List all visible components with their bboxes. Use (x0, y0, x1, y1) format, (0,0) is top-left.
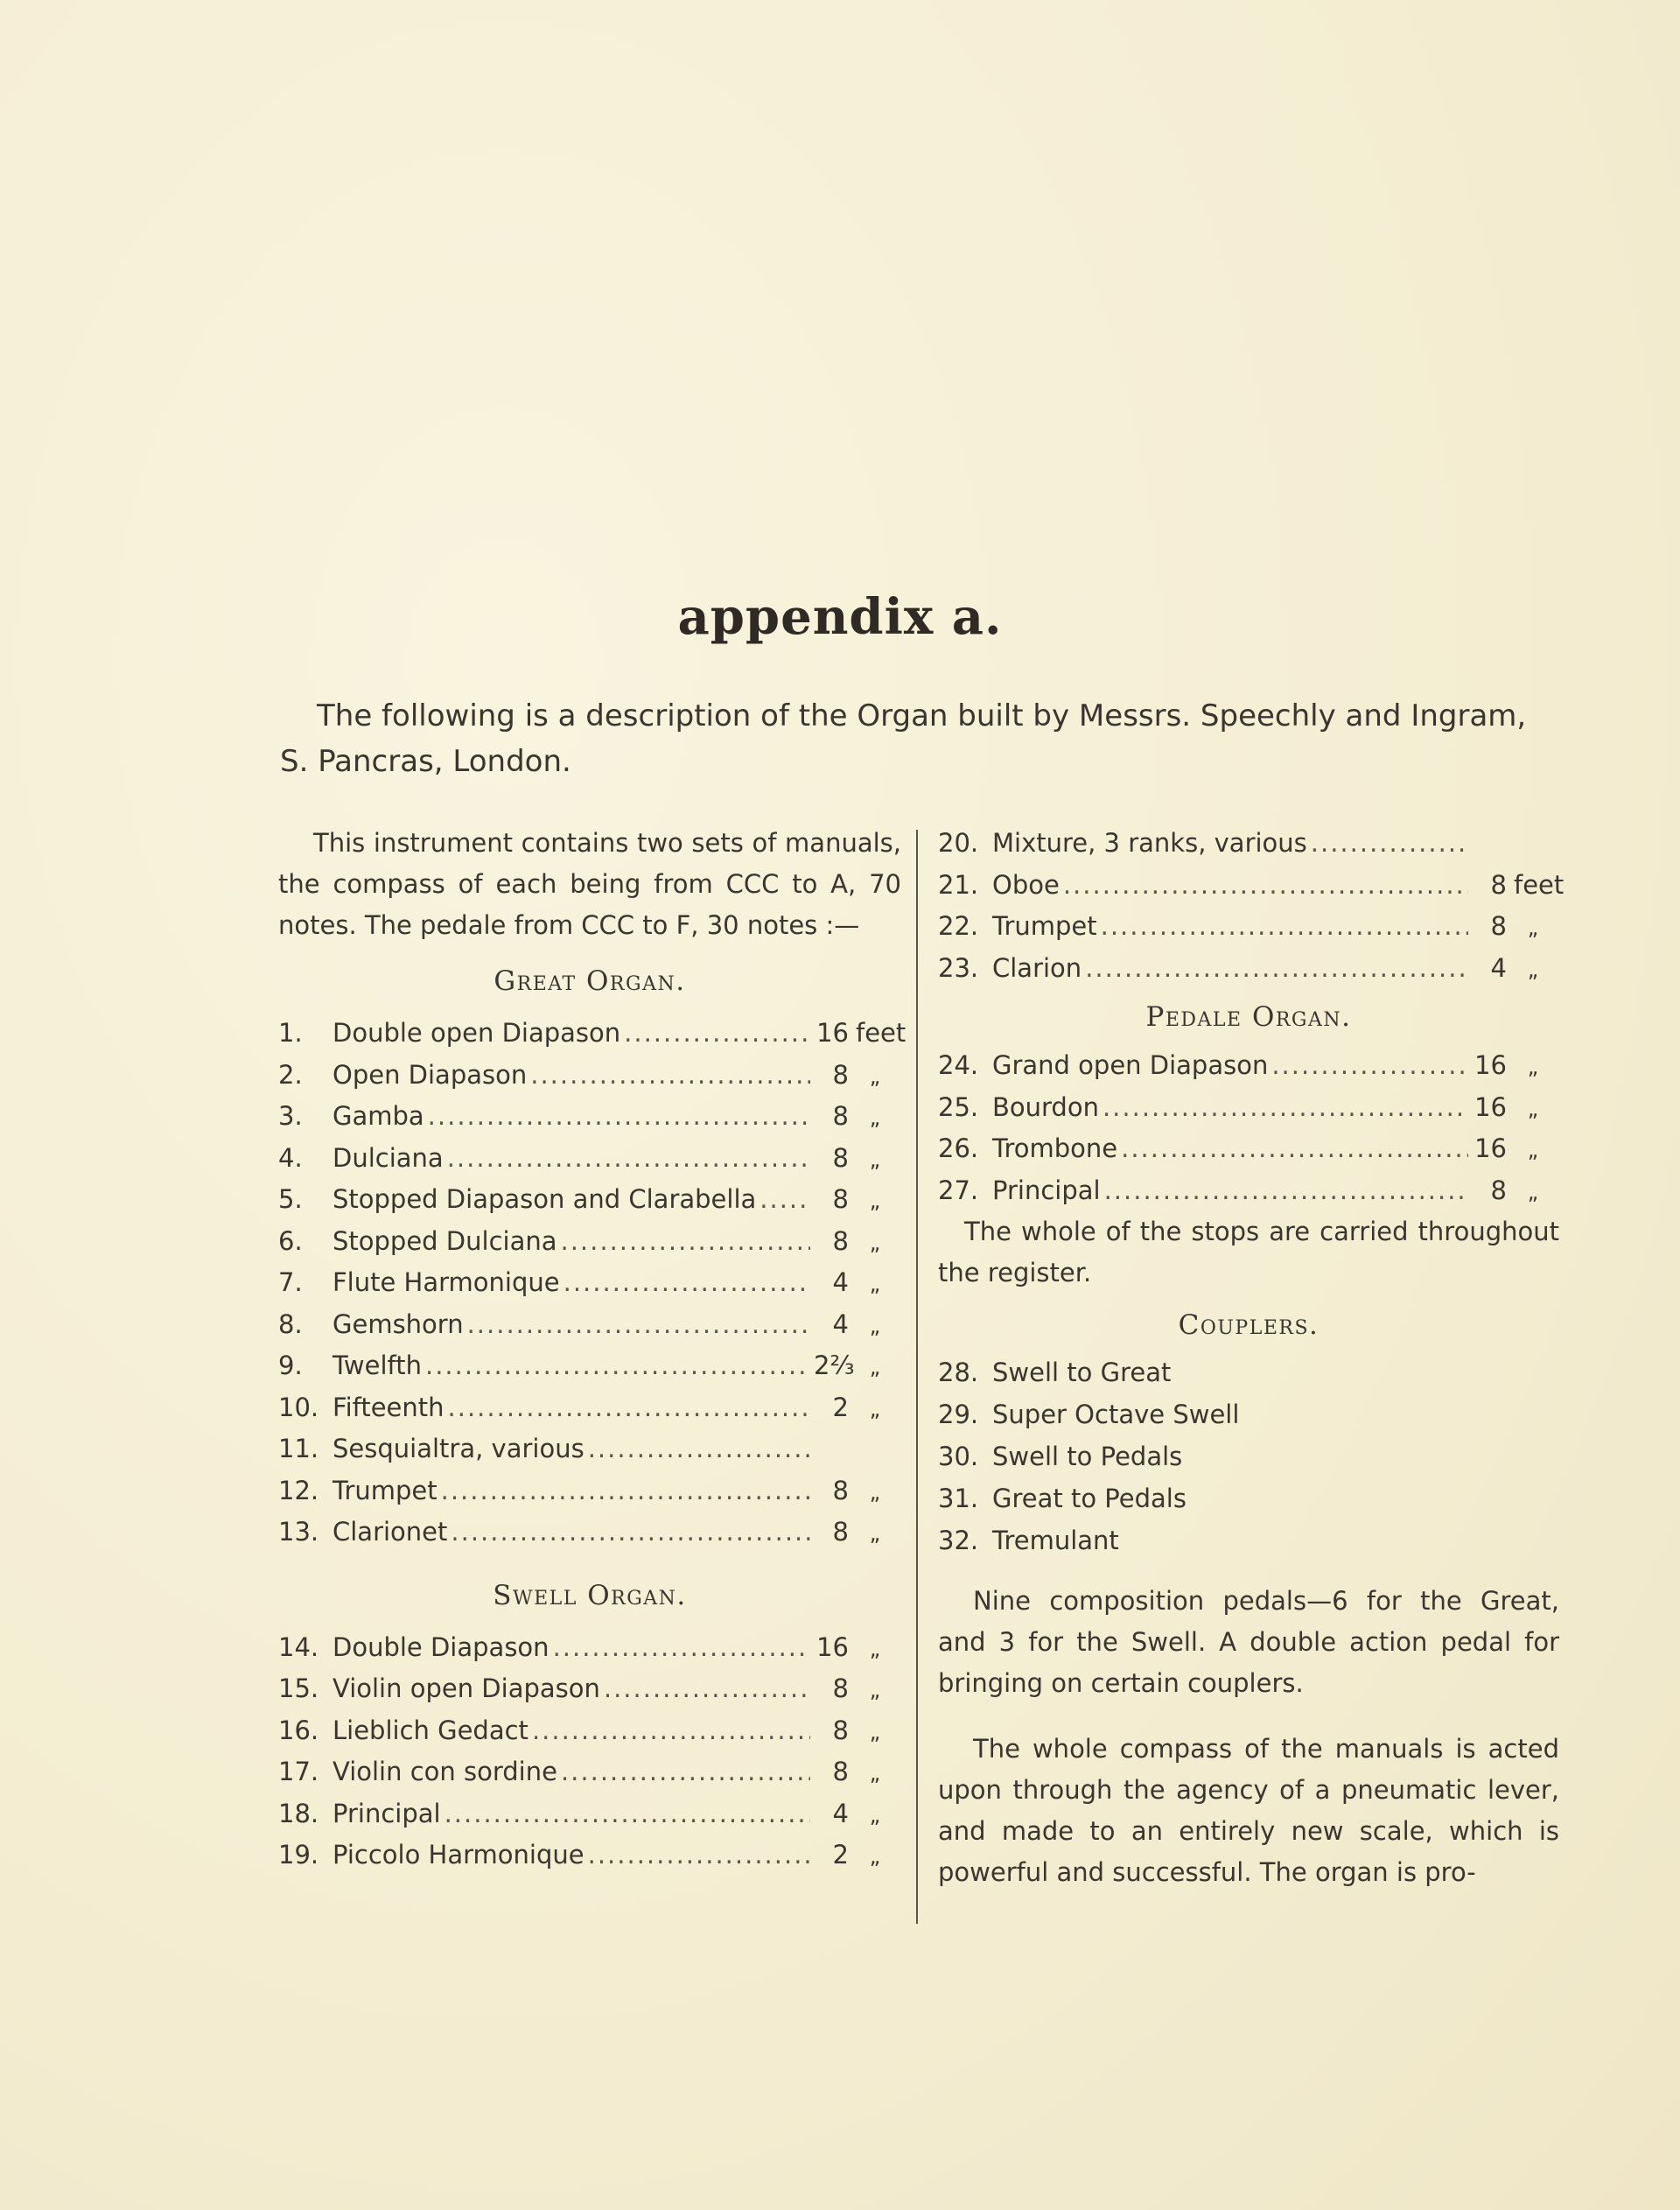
stop-row (278, 1262, 901, 1304)
stop-number: 26. (938, 1133, 979, 1163)
stop-name: Oboe (992, 869, 1060, 900)
coupler-row (938, 1477, 1559, 1519)
coupler-name: Swell to Great (992, 1358, 1172, 1387)
leader-dots (530, 1055, 810, 1097)
stop-name: Bourdon (992, 1091, 1099, 1122)
stop-row (278, 1387, 901, 1429)
stop-unit: „ (869, 1761, 881, 1786)
swell-organ-list (278, 1627, 901, 1877)
stop-name: Mixture, 3 ranks, various (992, 828, 1307, 858)
stop-row (938, 948, 1559, 990)
coupler-row (938, 1393, 1559, 1435)
coupler-row (938, 1519, 1559, 1561)
stop-unit: „ (869, 1636, 881, 1661)
leader-dots (1102, 1087, 1468, 1129)
leader-dots (532, 1710, 810, 1752)
stop-unit: „ (869, 1105, 881, 1130)
coupler-number: 31. (938, 1484, 979, 1513)
stop-row (278, 1304, 901, 1346)
stop-name: Double open Diapason (332, 1018, 621, 1048)
stop-number: 3. (278, 1101, 303, 1131)
stop-row (938, 1045, 1559, 1087)
stop-size: 16 (816, 1631, 849, 1662)
stop-number: 8. (278, 1308, 303, 1339)
coupler-number: 32. (938, 1526, 979, 1555)
stop-row (278, 1096, 901, 1138)
stop-name: Trumpet (992, 911, 1097, 941)
coupler-name: Tremulant (992, 1526, 1119, 1555)
couplers-title: Couplers. (1178, 1309, 1320, 1341)
great-organ-list (278, 1013, 906, 1554)
stop-row (278, 1512, 901, 1554)
coupler-number: 30. (938, 1442, 979, 1471)
swell-organ-title: Swell Organ. (493, 1579, 687, 1611)
intro-paragraph (280, 693, 1558, 784)
stop-name: Principal (332, 1798, 441, 1828)
leader-dots (561, 1751, 810, 1793)
stop-unit: „ (869, 1802, 881, 1828)
stop-unit: „ (1527, 1055, 1539, 1079)
stop-size: 4 (1490, 952, 1507, 983)
stop-unit: „ (869, 1355, 881, 1379)
pedale-organ-title: Pedale Organ. (1145, 1001, 1352, 1033)
stop-row (278, 1013, 906, 1055)
stop-unit: „ (869, 1844, 881, 1869)
stop-number: 6. (278, 1225, 303, 1256)
stop-unit: „ (869, 1189, 881, 1213)
stops-note: The whole of the stops are carried throughout the register. (938, 1217, 1559, 1287)
stop-size: 8 (832, 1475, 849, 1505)
stop-size: 8 (1490, 911, 1507, 941)
leader-dots (553, 1627, 810, 1669)
leader-dots (467, 1304, 810, 1346)
stop-size: 4 (832, 1308, 849, 1339)
stop-number: 2. (278, 1059, 303, 1090)
leader-dots (564, 1262, 810, 1304)
stop-row (278, 1668, 901, 1710)
stop-size: 2⅔ (814, 1351, 855, 1380)
stop-name: Twelfth (332, 1351, 422, 1380)
intro-line-1: The following is a description of the Organ built by Messrs. Speechly and Ingram, (317, 698, 1527, 733)
manuals-paragraph: This instrument contains two sets of manuals, the compass of each being from CCC to A, 70 notes. The pedale from CCC to F, 30 notes :— (278, 828, 901, 940)
stop-size: 2 (832, 1840, 849, 1870)
stop-row (278, 1793, 901, 1835)
stop-size: 8 (832, 1757, 849, 1786)
stop-unit: feet (856, 1018, 906, 1048)
stop-size: 8 (832, 1517, 849, 1547)
stop-row (278, 1710, 901, 1752)
stop-name: Lieblich Gedact (332, 1715, 528, 1745)
stop-number: 12. (278, 1475, 319, 1505)
stop-name: Gamba (332, 1101, 424, 1131)
stop-size: 16 (1474, 1091, 1507, 1122)
stop-size: 8 (1490, 1175, 1507, 1205)
stop-number: 15. (278, 1673, 319, 1703)
stop-unit: „ (869, 1479, 881, 1505)
stop-row (938, 906, 1559, 948)
stop-row (278, 1835, 901, 1877)
stop-row (278, 1179, 901, 1221)
stop-number: 24. (938, 1050, 979, 1080)
stop-size: 8 (832, 1101, 849, 1131)
stop-unit: „ (869, 1063, 881, 1089)
stop-number: 23. (938, 952, 979, 983)
stop-size: 4 (832, 1798, 849, 1828)
leader-dots (425, 1345, 810, 1387)
stop-number: 19. (278, 1840, 319, 1870)
stop-row (278, 1345, 901, 1387)
stop-size: 8 (832, 1142, 849, 1173)
stop-name: Flute Harmonique (332, 1267, 560, 1297)
stop-row (278, 1055, 901, 1097)
stop-unit: „ (869, 1230, 881, 1255)
stop-size: 2 (832, 1392, 849, 1422)
stop-name: Open Diapason (332, 1059, 528, 1090)
stop-number: 11. (278, 1434, 319, 1463)
stop-unit: „ (1527, 1138, 1539, 1162)
stop-number: 21. (938, 869, 979, 900)
stop-size: 16 (816, 1018, 849, 1048)
stop-size: 8 (1490, 869, 1507, 900)
leader-dots (1121, 1128, 1468, 1170)
stop-size: 8 (832, 1059, 849, 1090)
leader-dots (451, 1512, 810, 1554)
stop-size: 4 (832, 1267, 849, 1297)
stop-name: Violin con sordine (332, 1757, 557, 1786)
stop-row (278, 1138, 901, 1180)
compass-paragraph: The whole compass of the manuals is acted upon through the agency of a pneumatic lever, and made to an entirely new scale, which is powerful and successful. The organ is pro- (938, 1734, 1559, 1887)
stop-row (278, 1627, 901, 1669)
couplers-list (938, 1351, 1559, 1561)
coupler-row (938, 1435, 1559, 1477)
stop-name: Clarionet (332, 1517, 448, 1547)
stop-unit: „ (1527, 1179, 1539, 1204)
stop-number: 20. (938, 828, 979, 858)
coupler-number: 28. (938, 1358, 979, 1387)
stop-name: Trombone (992, 1133, 1118, 1163)
stop-unit: „ (869, 1521, 881, 1546)
stop-number: 13. (278, 1517, 319, 1547)
stop-row (278, 1221, 901, 1263)
intro-line-2: S. Pancras, London. (280, 744, 571, 779)
leader-dots (760, 1179, 810, 1221)
stop-name: Violin open Diapason (332, 1673, 600, 1703)
stop-name: Grand open Diapason (992, 1050, 1269, 1080)
stop-size: 16 (1474, 1050, 1507, 1080)
leader-dots (1063, 865, 1468, 907)
composition-pedals-paragraph: Nine composition pedals—6 for the Great, and 3 for the Swell. A double action pedal for bringing on certain couplers. (938, 1586, 1559, 1698)
stop-number: 22. (938, 911, 979, 941)
leader-dots (444, 1793, 810, 1835)
leader-dots (1271, 1045, 1468, 1087)
stop-name: Piccolo Harmonique (332, 1840, 584, 1870)
pedale-organ-list (938, 1045, 1559, 1211)
stop-size: 8 (832, 1225, 849, 1256)
great-organ-title: Great Organ. (494, 965, 686, 997)
leader-dots (1104, 1170, 1468, 1212)
coupler-name: Great to Pedals (992, 1484, 1186, 1513)
stop-unit: „ (869, 1147, 881, 1172)
stop-unit: „ (1527, 916, 1539, 940)
stop-number: 10. (278, 1392, 319, 1422)
column-divider (916, 830, 918, 1924)
stop-name: Double Diapason (332, 1631, 550, 1662)
leader-dots (428, 1096, 810, 1138)
stop-number: 16. (278, 1715, 319, 1745)
stop-unit: „ (869, 1678, 881, 1702)
stop-name: Stopped Diapason and Clarabella (332, 1184, 757, 1214)
stop-name: Fifteenth (332, 1392, 444, 1422)
stop-unit: „ (869, 1719, 881, 1744)
leader-dots (441, 1470, 810, 1512)
stop-unit: „ (869, 1272, 881, 1296)
stop-unit: „ (869, 1313, 881, 1338)
leader-dots (448, 1387, 810, 1429)
stop-name: Gemshorn (332, 1308, 464, 1339)
stop-number: 18. (278, 1798, 319, 1828)
stop-name: Stopped Dulciana (332, 1225, 557, 1256)
coupler-row (938, 1351, 1559, 1393)
coupler-number: 29. (938, 1400, 979, 1429)
coupler-name: Super Octave Swell (992, 1400, 1240, 1429)
stop-number: 27. (938, 1175, 979, 1205)
stop-unit: feet (1514, 869, 1564, 900)
stop-row (938, 1087, 1559, 1129)
leader-dots (604, 1668, 810, 1710)
stop-row (938, 865, 1564, 907)
stop-number: 9. (278, 1351, 303, 1380)
stop-row (278, 1428, 901, 1470)
leader-dots (1311, 823, 1468, 865)
left-column (278, 823, 906, 1877)
leader-dots (1085, 948, 1468, 990)
stop-size: 8 (832, 1715, 849, 1745)
stop-number: 4. (278, 1142, 303, 1173)
appendix-heading: appendix a. (677, 588, 1003, 646)
stop-number: 5. (278, 1184, 303, 1214)
stop-number: 1. (278, 1018, 303, 1048)
stop-unit: „ (869, 1396, 881, 1421)
stop-number: 25. (938, 1091, 979, 1122)
stop-unit: „ (1527, 957, 1539, 982)
leader-dots (447, 1138, 810, 1180)
leader-dots (624, 1013, 810, 1055)
stop-row (278, 1751, 901, 1793)
leader-dots (561, 1221, 811, 1263)
swell-organ-continued-list (938, 823, 1564, 989)
stop-number: 7. (278, 1267, 303, 1297)
stop-row (938, 823, 1559, 865)
stop-name: Principal (992, 1175, 1101, 1205)
stop-unit: „ (1527, 1096, 1539, 1121)
stop-size: 16 (1474, 1133, 1507, 1163)
coupler-name: Swell to Pedals (992, 1442, 1183, 1471)
stop-name: Sesquialtra, various (332, 1434, 584, 1463)
stop-name: Trumpet (332, 1475, 438, 1505)
stop-row (938, 1170, 1559, 1212)
leader-dots (1101, 906, 1468, 948)
stop-row (278, 1470, 901, 1512)
stop-number: 17. (278, 1757, 319, 1786)
leader-dots (588, 1428, 810, 1470)
stop-name: Clarion (992, 952, 1082, 983)
stop-row (938, 1128, 1559, 1170)
stop-size: 8 (832, 1184, 849, 1214)
right-column (938, 823, 1564, 1893)
leader-dots (588, 1835, 810, 1877)
stop-name: Dulciana (332, 1142, 444, 1173)
stop-number: 14. (278, 1631, 319, 1662)
stop-size: 8 (832, 1673, 849, 1703)
